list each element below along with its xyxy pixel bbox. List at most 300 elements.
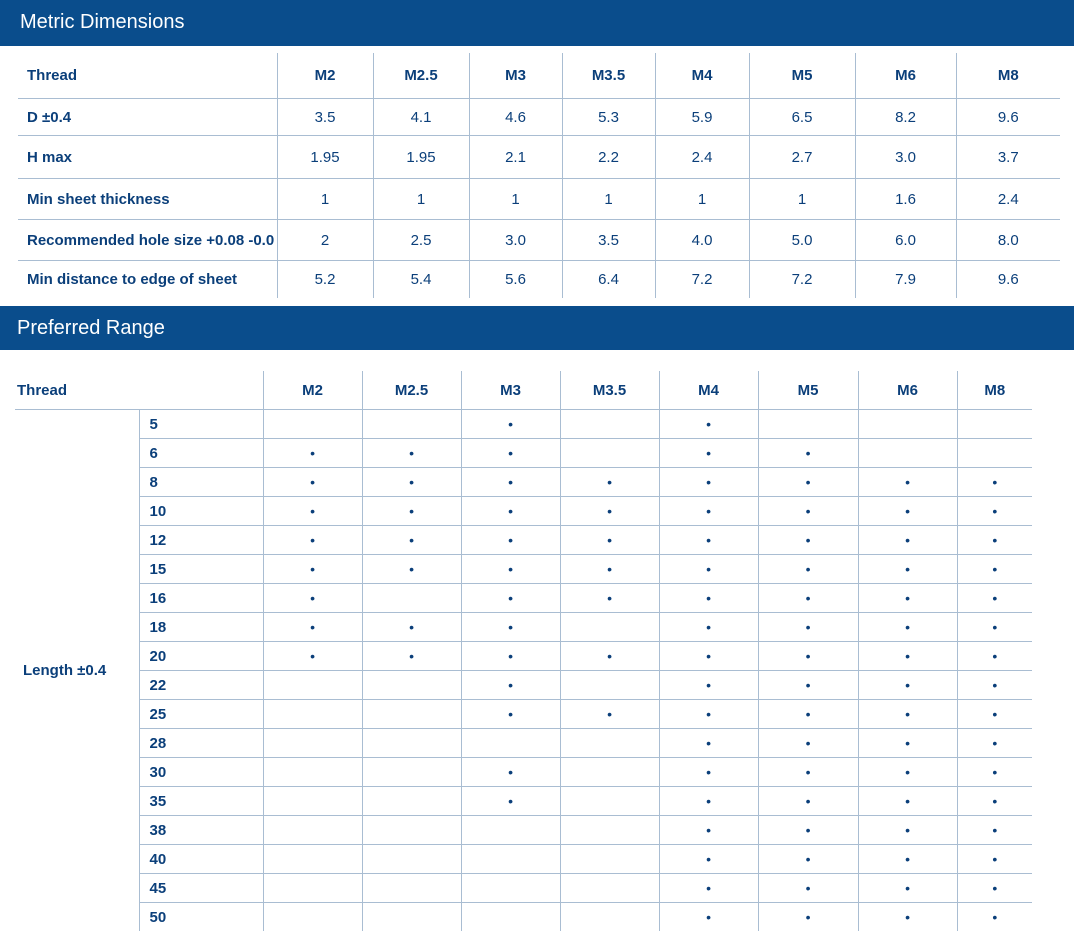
available-dot-icon: • bbox=[508, 618, 513, 635]
preferred-range-title: Preferred Range bbox=[0, 306, 1074, 350]
availability-cell bbox=[659, 555, 758, 584]
available-dot-icon: • bbox=[508, 502, 513, 519]
available-dot-icon: • bbox=[508, 444, 513, 461]
metric-cell: 2.4 bbox=[655, 136, 749, 179]
range-row bbox=[15, 671, 1032, 700]
available-dot-icon: • bbox=[905, 821, 910, 838]
range-thread-label: Thread bbox=[15, 371, 263, 410]
range-thread-header: M8 bbox=[957, 371, 1032, 410]
availability-cell bbox=[362, 555, 461, 584]
available-dot-icon: • bbox=[607, 647, 612, 664]
availability-cell bbox=[659, 874, 758, 903]
availability-cell bbox=[362, 439, 461, 468]
available-dot-icon: • bbox=[905, 531, 910, 548]
available-dot-icon: • bbox=[607, 502, 612, 519]
availability-cell bbox=[659, 613, 758, 642]
availability-cell bbox=[659, 497, 758, 526]
metric-cell: 5.9 bbox=[655, 99, 749, 136]
metric-cell: 4.1 bbox=[373, 99, 469, 136]
availability-cell bbox=[362, 874, 461, 903]
availability-cell bbox=[758, 700, 858, 729]
availability-cell bbox=[858, 497, 957, 526]
availability-cell bbox=[560, 816, 659, 845]
available-dot-icon: • bbox=[409, 531, 414, 548]
metric-cell: 7.9 bbox=[855, 261, 956, 298]
availability-cell bbox=[758, 671, 858, 700]
length-value: 12 bbox=[139, 526, 263, 555]
metric-cell: 7.2 bbox=[749, 261, 855, 298]
length-value: 35 bbox=[139, 787, 263, 816]
length-value: 28 bbox=[139, 729, 263, 758]
metric-cell: 1 bbox=[277, 179, 373, 220]
available-dot-icon: • bbox=[805, 908, 811, 925]
available-dot-icon: • bbox=[508, 792, 513, 809]
metric-cell: 1.6 bbox=[855, 179, 956, 220]
metric-cell: 5.2 bbox=[277, 261, 373, 298]
range-thread-header: M2 bbox=[263, 371, 362, 410]
availability-cell bbox=[263, 642, 362, 671]
availability-cell bbox=[560, 613, 659, 642]
availability-cell bbox=[461, 787, 560, 816]
availability-cell bbox=[560, 758, 659, 787]
availability-cell bbox=[461, 439, 560, 468]
available-dot-icon: • bbox=[805, 531, 811, 548]
length-value: 15 bbox=[139, 555, 263, 584]
availability-cell bbox=[758, 410, 858, 439]
metric-cell: 5.0 bbox=[749, 220, 855, 261]
availability-cell bbox=[957, 555, 1032, 584]
metric-cell: 1.95 bbox=[277, 136, 373, 179]
availability-cell bbox=[461, 903, 560, 932]
available-dot-icon: • bbox=[508, 560, 513, 577]
availability-cell bbox=[957, 642, 1032, 671]
range-row bbox=[15, 729, 1032, 758]
availability-cell bbox=[461, 874, 560, 903]
availability-cell bbox=[659, 903, 758, 932]
metric-dimensions-title: Metric Dimensions bbox=[0, 0, 1074, 46]
availability-cell bbox=[461, 816, 560, 845]
availability-cell bbox=[659, 584, 758, 613]
length-value: 40 bbox=[139, 845, 263, 874]
availability-cell bbox=[758, 874, 858, 903]
length-value: 6 bbox=[139, 439, 263, 468]
metric-cell: 9.6 bbox=[956, 261, 1060, 298]
available-dot-icon: • bbox=[992, 560, 998, 577]
length-value: 16 bbox=[139, 584, 263, 613]
available-dot-icon: • bbox=[706, 473, 711, 490]
available-dot-icon: • bbox=[706, 705, 711, 722]
range-row bbox=[15, 555, 1032, 584]
availability-cell bbox=[560, 874, 659, 903]
availability-cell bbox=[858, 758, 957, 787]
availability-cell bbox=[461, 410, 560, 439]
availability-cell bbox=[858, 584, 957, 613]
availability-cell bbox=[362, 787, 461, 816]
available-dot-icon: • bbox=[409, 618, 414, 635]
available-dot-icon: • bbox=[508, 763, 513, 780]
available-dot-icon: • bbox=[992, 908, 998, 925]
availability-cell bbox=[560, 497, 659, 526]
metric-cell: 3.5 bbox=[277, 99, 373, 136]
metric-cell: 3.0 bbox=[855, 136, 956, 179]
available-dot-icon: • bbox=[905, 792, 910, 809]
availability-cell bbox=[560, 468, 659, 497]
range-row bbox=[15, 787, 1032, 816]
metric-row bbox=[18, 99, 1060, 136]
availability-cell bbox=[858, 903, 957, 932]
available-dot-icon: • bbox=[805, 850, 811, 867]
range-row bbox=[15, 758, 1032, 787]
metric-cell: 5.4 bbox=[373, 261, 469, 298]
metric-row bbox=[18, 179, 1060, 220]
available-dot-icon: • bbox=[992, 792, 998, 809]
range-row bbox=[15, 903, 1032, 932]
available-dot-icon: • bbox=[805, 589, 811, 606]
availability-cell bbox=[263, 555, 362, 584]
available-dot-icon: • bbox=[607, 589, 612, 606]
availability-cell bbox=[957, 903, 1032, 932]
availability-cell bbox=[461, 642, 560, 671]
metric-cell: 1.95 bbox=[373, 136, 469, 179]
available-dot-icon: • bbox=[905, 763, 910, 780]
available-dot-icon: • bbox=[310, 618, 315, 635]
length-value: 18 bbox=[139, 613, 263, 642]
available-dot-icon: • bbox=[508, 473, 513, 490]
available-dot-icon: • bbox=[706, 850, 711, 867]
available-dot-icon: • bbox=[310, 444, 315, 461]
availability-cell bbox=[362, 816, 461, 845]
availability-cell bbox=[362, 410, 461, 439]
availability-cell bbox=[758, 584, 858, 613]
availability-cell bbox=[758, 642, 858, 671]
available-dot-icon: • bbox=[805, 444, 811, 461]
availability-cell bbox=[263, 816, 362, 845]
availability-cell bbox=[362, 468, 461, 497]
available-dot-icon: • bbox=[992, 821, 998, 838]
available-dot-icon: • bbox=[992, 647, 998, 664]
available-dot-icon: • bbox=[992, 531, 998, 548]
availability-cell bbox=[659, 410, 758, 439]
available-dot-icon: • bbox=[805, 705, 811, 722]
available-dot-icon: • bbox=[905, 879, 910, 896]
availability-cell bbox=[957, 613, 1032, 642]
range-row bbox=[15, 845, 1032, 874]
availability-cell bbox=[263, 584, 362, 613]
available-dot-icon: • bbox=[992, 763, 998, 780]
availability-cell bbox=[362, 526, 461, 555]
available-dot-icon: • bbox=[508, 647, 513, 664]
availability-cell bbox=[263, 903, 362, 932]
metric-thread-header: M8 bbox=[956, 53, 1060, 99]
available-dot-icon: • bbox=[992, 502, 998, 519]
available-dot-icon: • bbox=[706, 589, 711, 606]
availability-cell bbox=[560, 642, 659, 671]
range-row bbox=[15, 410, 1032, 439]
metric-row-label: Min sheet thickness bbox=[18, 179, 277, 220]
availability-cell bbox=[461, 526, 560, 555]
available-dot-icon: • bbox=[607, 473, 612, 490]
availability-cell bbox=[263, 845, 362, 874]
availability-cell bbox=[362, 584, 461, 613]
availability-cell bbox=[659, 758, 758, 787]
availability-cell bbox=[362, 671, 461, 700]
availability-cell bbox=[659, 526, 758, 555]
preferred-range-table bbox=[15, 371, 1032, 931]
metric-dimensions-table bbox=[18, 53, 1060, 298]
availability-cell bbox=[263, 526, 362, 555]
availability-cell bbox=[758, 555, 858, 584]
metric-cell: 5.6 bbox=[469, 261, 562, 298]
available-dot-icon: • bbox=[607, 531, 612, 548]
range-thread-header: M5 bbox=[758, 371, 858, 410]
available-dot-icon: • bbox=[992, 473, 998, 490]
availability-cell bbox=[461, 555, 560, 584]
availability-cell bbox=[858, 468, 957, 497]
available-dot-icon: • bbox=[992, 879, 998, 896]
availability-cell bbox=[659, 642, 758, 671]
availability-cell bbox=[461, 700, 560, 729]
availability-cell bbox=[560, 555, 659, 584]
length-value: 50 bbox=[139, 903, 263, 932]
available-dot-icon: • bbox=[905, 560, 910, 577]
available-dot-icon: • bbox=[706, 821, 711, 838]
availability-cell bbox=[263, 410, 362, 439]
availability-cell bbox=[659, 729, 758, 758]
available-dot-icon: • bbox=[905, 908, 910, 925]
available-dot-icon: • bbox=[310, 502, 315, 519]
availability-cell bbox=[362, 613, 461, 642]
length-value: 25 bbox=[139, 700, 263, 729]
availability-cell bbox=[263, 874, 362, 903]
available-dot-icon: • bbox=[805, 618, 811, 635]
availability-cell bbox=[758, 439, 858, 468]
availability-cell bbox=[560, 903, 659, 932]
available-dot-icon: • bbox=[409, 560, 414, 577]
range-row bbox=[15, 700, 1032, 729]
available-dot-icon: • bbox=[310, 647, 315, 664]
availability-cell bbox=[758, 787, 858, 816]
available-dot-icon: • bbox=[905, 850, 910, 867]
availability-cell bbox=[659, 787, 758, 816]
availability-cell bbox=[560, 845, 659, 874]
metric-cell: 8.2 bbox=[855, 99, 956, 136]
availability-cell bbox=[758, 526, 858, 555]
metric-cell: 1 bbox=[749, 179, 855, 220]
available-dot-icon: • bbox=[409, 444, 414, 461]
metric-cell: 2 bbox=[277, 220, 373, 261]
availability-cell bbox=[957, 787, 1032, 816]
availability-cell bbox=[560, 700, 659, 729]
available-dot-icon: • bbox=[706, 879, 711, 896]
length-label: Length ±0.4 bbox=[23, 662, 107, 679]
available-dot-icon: • bbox=[706, 444, 711, 461]
availability-cell bbox=[263, 468, 362, 497]
availability-cell bbox=[659, 671, 758, 700]
availability-cell bbox=[263, 758, 362, 787]
metric-cell: 2.7 bbox=[749, 136, 855, 179]
availability-cell bbox=[858, 613, 957, 642]
availability-cell bbox=[560, 729, 659, 758]
availability-cell bbox=[858, 642, 957, 671]
availability-cell bbox=[461, 758, 560, 787]
metric-row-label: Min distance to edge of sheet bbox=[27, 270, 238, 288]
length-value: 30 bbox=[139, 758, 263, 787]
available-dot-icon: • bbox=[805, 473, 811, 490]
availability-cell bbox=[858, 787, 957, 816]
availability-cell bbox=[858, 526, 957, 555]
available-dot-icon: • bbox=[805, 502, 811, 519]
range-row bbox=[15, 468, 1032, 497]
metric-cell: 1 bbox=[562, 179, 655, 220]
length-value: 8 bbox=[139, 468, 263, 497]
availability-cell bbox=[858, 671, 957, 700]
available-dot-icon: • bbox=[992, 589, 998, 606]
available-dot-icon: • bbox=[310, 531, 315, 548]
availability-cell bbox=[858, 729, 957, 758]
available-dot-icon: • bbox=[905, 618, 910, 635]
availability-cell bbox=[362, 700, 461, 729]
metric-cell: 2.1 bbox=[469, 136, 562, 179]
available-dot-icon: • bbox=[409, 647, 414, 664]
available-dot-icon: • bbox=[706, 560, 711, 577]
availability-cell bbox=[957, 729, 1032, 758]
available-dot-icon: • bbox=[409, 502, 414, 519]
availability-cell bbox=[461, 584, 560, 613]
availability-cell bbox=[461, 671, 560, 700]
availability-cell bbox=[560, 410, 659, 439]
availability-cell bbox=[560, 787, 659, 816]
available-dot-icon: • bbox=[805, 879, 811, 896]
range-thread-header: M3 bbox=[461, 371, 560, 410]
available-dot-icon: • bbox=[706, 531, 711, 548]
metric-row bbox=[18, 261, 1060, 298]
range-row bbox=[15, 497, 1032, 526]
availability-cell bbox=[263, 497, 362, 526]
length-value: 20 bbox=[139, 642, 263, 671]
range-row bbox=[15, 526, 1032, 555]
metric-row bbox=[18, 136, 1060, 179]
available-dot-icon: • bbox=[706, 415, 711, 432]
availability-cell bbox=[263, 729, 362, 758]
availability-cell bbox=[362, 729, 461, 758]
availability-cell bbox=[957, 758, 1032, 787]
available-dot-icon: • bbox=[508, 589, 513, 606]
availability-cell bbox=[263, 613, 362, 642]
availability-cell bbox=[758, 816, 858, 845]
availability-cell bbox=[659, 439, 758, 468]
available-dot-icon: • bbox=[905, 734, 910, 751]
availability-cell bbox=[957, 468, 1032, 497]
range-row bbox=[15, 613, 1032, 642]
available-dot-icon: • bbox=[805, 763, 811, 780]
availability-cell bbox=[362, 903, 461, 932]
range-thread-header: M6 bbox=[858, 371, 957, 410]
metric-cell: 1 bbox=[469, 179, 562, 220]
metric-thread-header: M4 bbox=[655, 53, 749, 99]
available-dot-icon: • bbox=[905, 705, 910, 722]
availability-cell bbox=[263, 700, 362, 729]
metric-row-label: Recommended hole size +0.08 -0.0 bbox=[18, 220, 277, 261]
availability-cell bbox=[758, 903, 858, 932]
available-dot-icon: • bbox=[805, 676, 811, 693]
availability-cell bbox=[560, 526, 659, 555]
metric-cell: 1 bbox=[655, 179, 749, 220]
availability-cell bbox=[758, 468, 858, 497]
available-dot-icon: • bbox=[992, 676, 998, 693]
availability-cell bbox=[263, 671, 362, 700]
range-thread-header: M2.5 bbox=[362, 371, 461, 410]
available-dot-icon: • bbox=[508, 531, 513, 548]
availability-cell bbox=[957, 584, 1032, 613]
available-dot-icon: • bbox=[706, 908, 711, 925]
available-dot-icon: • bbox=[310, 589, 315, 606]
available-dot-icon: • bbox=[992, 734, 998, 751]
metric-thread-header: M5 bbox=[749, 53, 855, 99]
availability-cell bbox=[957, 439, 1032, 468]
availability-cell bbox=[560, 584, 659, 613]
metric-header-row bbox=[18, 53, 1060, 99]
availability-cell bbox=[560, 671, 659, 700]
availability-cell bbox=[659, 816, 758, 845]
availability-cell bbox=[957, 816, 1032, 845]
available-dot-icon: • bbox=[905, 676, 910, 693]
range-row bbox=[15, 439, 1032, 468]
metric-thread-header: M3.5 bbox=[562, 53, 655, 99]
availability-cell bbox=[957, 526, 1032, 555]
available-dot-icon: • bbox=[706, 763, 711, 780]
availability-cell bbox=[957, 497, 1032, 526]
available-dot-icon: • bbox=[706, 734, 711, 751]
availability-cell bbox=[461, 613, 560, 642]
available-dot-icon: • bbox=[508, 415, 513, 432]
availability-cell bbox=[659, 468, 758, 497]
length-value: 5 bbox=[139, 410, 263, 439]
availability-cell bbox=[362, 758, 461, 787]
available-dot-icon: • bbox=[905, 589, 910, 606]
metric-cell: 4.6 bbox=[469, 99, 562, 136]
availability-cell bbox=[461, 497, 560, 526]
availability-cell bbox=[362, 845, 461, 874]
range-header-row bbox=[15, 371, 1032, 410]
availability-cell bbox=[957, 874, 1032, 903]
length-value: 10 bbox=[139, 497, 263, 526]
available-dot-icon: • bbox=[992, 850, 998, 867]
metric-thread-header: M2 bbox=[277, 53, 373, 99]
metric-cell: 7.2 bbox=[655, 261, 749, 298]
metric-thread-label: Thread bbox=[18, 53, 277, 99]
availability-cell bbox=[758, 845, 858, 874]
availability-cell bbox=[858, 700, 957, 729]
length-value: 38 bbox=[139, 816, 263, 845]
availability-cell bbox=[461, 468, 560, 497]
availability-cell bbox=[263, 439, 362, 468]
metric-cell: 9.6 bbox=[956, 99, 1060, 136]
availability-cell bbox=[362, 497, 461, 526]
availability-cell bbox=[758, 758, 858, 787]
metric-cell: 3.5 bbox=[562, 220, 655, 261]
metric-cell: 2.4 bbox=[956, 179, 1060, 220]
availability-cell bbox=[659, 845, 758, 874]
available-dot-icon: • bbox=[992, 705, 998, 722]
available-dot-icon: • bbox=[607, 560, 612, 577]
range-row bbox=[15, 816, 1032, 845]
available-dot-icon: • bbox=[706, 647, 711, 664]
range-row bbox=[15, 874, 1032, 903]
metric-cell: 2.2 bbox=[562, 136, 655, 179]
availability-cell bbox=[263, 787, 362, 816]
available-dot-icon: • bbox=[805, 821, 811, 838]
availability-cell bbox=[858, 410, 957, 439]
